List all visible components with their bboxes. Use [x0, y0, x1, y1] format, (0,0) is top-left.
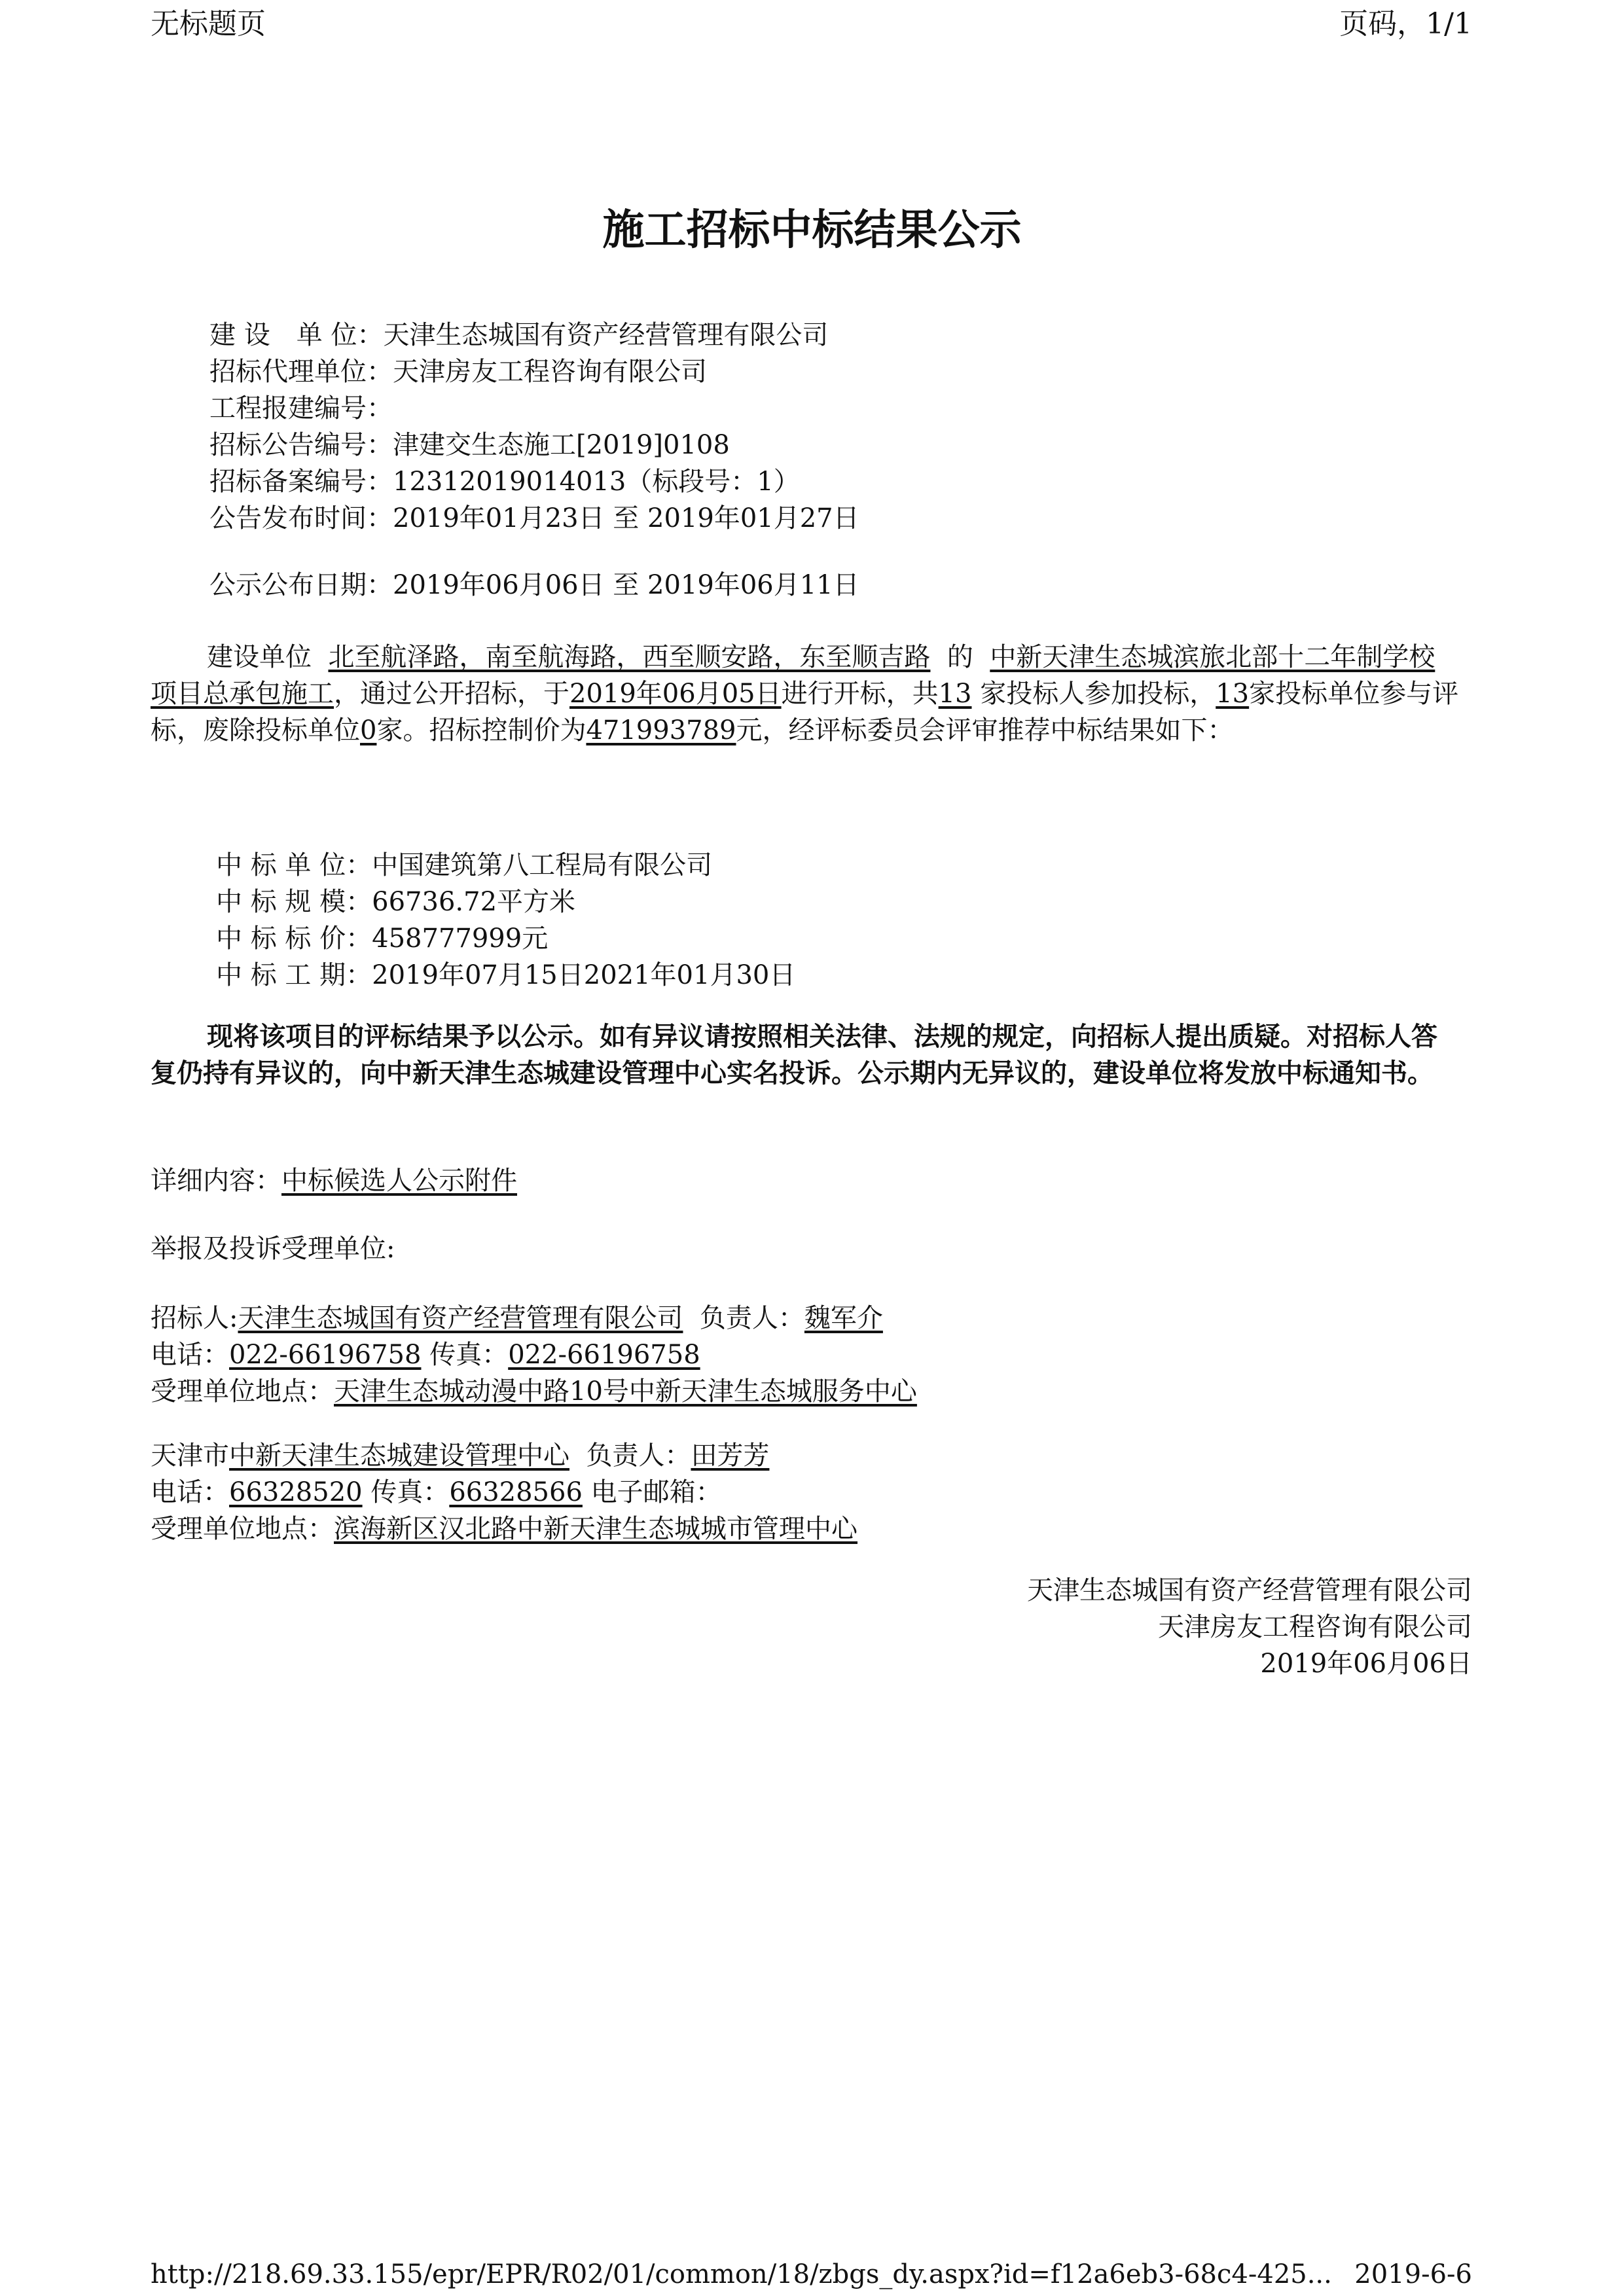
control-price: 471993789 — [586, 715, 736, 745]
authority-row — [151, 1437, 857, 1474]
signature-org-1: 天津生态城国有资产经营管理有限公司 — [1027, 1575, 1472, 1605]
info-label: 招标备案编号： — [209, 467, 393, 497]
result-value: 458777999元 — [372, 924, 549, 954]
info-label: 公告发布时间： — [209, 503, 393, 533]
text: 元，经评标委员会评审推荐中标结果如下： — [736, 715, 1234, 745]
result-value: 66736.72平方米 — [372, 887, 576, 917]
info-label: 招标公告编号： — [209, 430, 393, 460]
project-name: 中新天津生态城滨旅北部十二年制学校项目总承包施工 — [151, 642, 1435, 709]
email-label: 电子邮箱： — [590, 1477, 722, 1507]
person-label: 负责人： — [586, 1441, 691, 1471]
phone-label: 电话： — [151, 1477, 229, 1507]
detail-row — [151, 1162, 517, 1199]
header-page-title: 无标题页 — [151, 7, 266, 41]
tenderer-person: 魏军介 — [804, 1303, 883, 1333]
open-date: 2019年06月05日 — [569, 679, 782, 709]
result-row-price — [216, 920, 795, 957]
project-location: 北至航泽路，南至航海路，西至顺安路，东至顺吉路 — [328, 642, 931, 672]
publish-label: 公示公布日期： — [209, 570, 393, 600]
publish-value: 2019年06月06日 至 2019年06月11日 — [393, 570, 859, 600]
info-label: 工程报建编号： — [209, 393, 393, 423]
info-row-record-code — [209, 463, 859, 500]
complaint-title: 举报及投诉受理单位: — [151, 1234, 395, 1264]
fax-label: 传真： — [429, 1340, 509, 1370]
info-row-builder — [209, 317, 859, 353]
result-paragraph — [151, 639, 1460, 749]
tenderer-phone-row — [151, 1336, 917, 1373]
info-value: 天津房友工程咨询有限公司 — [393, 357, 707, 387]
result-label: 中 标 标 价： — [216, 924, 372, 954]
result-label: 中 标 规 模： — [216, 887, 372, 917]
result-row-winner — [216, 847, 795, 884]
info-row-project-code — [209, 390, 859, 427]
signature-org-2: 天津房友工程咨询有限公司 — [1158, 1612, 1472, 1642]
result-label: 中 标 工 期： — [216, 960, 372, 990]
info-block — [209, 317, 859, 537]
authority-address: 滨海新区汉北路中新天津生态城城市管理中心 — [334, 1514, 857, 1544]
tenderer-address: 天津生态城动漫中路10号中新天津生态城服务中心 — [334, 1376, 917, 1407]
bidder-count: 13 — [938, 679, 972, 709]
address-label: 受理单位地点： — [151, 1514, 334, 1544]
authority-contact — [151, 1437, 857, 1547]
document-title: 施工招标中标结果公示 — [602, 206, 1022, 255]
text: 家投标单位参与评标，废除投标单位 — [151, 679, 1459, 745]
result-block — [216, 847, 795, 994]
text: 家。招标控制价为 — [376, 715, 586, 745]
info-row-notice-code — [209, 427, 859, 463]
abolished-count: 0 — [360, 715, 377, 745]
info-label: 招标代理单位： — [209, 357, 393, 387]
result-value: 中国建筑第八工程局有限公司 — [372, 850, 713, 880]
tenderer-row — [151, 1300, 917, 1336]
tenderer-contact — [151, 1300, 917, 1410]
text: 建设单位 — [207, 642, 312, 672]
authority-phone-row — [151, 1474, 857, 1511]
tenderer-phone: 022-66196758 — [229, 1340, 422, 1370]
tenderer-fax: 022-66196758 — [508, 1340, 700, 1370]
text: 家投标人参加投标， — [980, 679, 1216, 709]
result-row-duration — [216, 957, 795, 994]
result-row-scale — [216, 884, 795, 920]
info-value: 天津生态城国有资产经营管理有限公司 — [383, 320, 829, 350]
publish-date-row — [209, 567, 859, 603]
authority-phone: 66328520 — [229, 1477, 363, 1507]
text: 的 — [947, 642, 973, 672]
info-value: 12312019014013（标段号：1） — [393, 467, 800, 497]
fax-label: 传真： — [370, 1477, 450, 1507]
attachment-link[interactable]: 中标候选人公示附件 — [281, 1166, 517, 1196]
info-value: 津建交生态施工[2019]0108 — [393, 430, 730, 460]
footer-url: http://218.69.33.155/epr/EPR/R02/01/common/18/zbgs_dy.aspx?id=f12a6eb3-68c4-425... — [151, 2259, 1332, 2289]
evaluated-count: 13 — [1216, 679, 1250, 709]
header-page-number: 页码，1/1 — [1339, 7, 1472, 41]
signature-block — [1027, 1572, 1472, 1682]
person-label: 负责人： — [699, 1303, 804, 1333]
info-row-notice-period — [209, 500, 859, 537]
detail-label: 详细内容： — [151, 1166, 281, 1196]
address-label: 受理单位地点： — [151, 1376, 334, 1407]
authority-name: 中新天津生态城建设管理中心 — [229, 1441, 569, 1471]
authority-fax: 66328566 — [449, 1477, 583, 1507]
text: ，通过公开招标，于 — [334, 679, 569, 709]
info-label: 建 设 单 位： — [209, 320, 384, 350]
notice-paragraph: 现将该项目的评标结果予以公示。如有异议请按照相关法律、法规的规定，向招标人提出质疑。对招标人答复仍持有异议的，向中新天津生态城建设管理中心实名投诉。公示期内无异议的，建设单位将发放中标通知书。 — [151, 1021, 1437, 1088]
result-value: 2019年07月15日2021年01月30日 — [372, 960, 796, 990]
tenderer-name: 天津生态城国有资产经营管理有限公司 — [238, 1303, 683, 1333]
text: 进行开标，共 — [781, 679, 939, 709]
signature-date: 2019年06月06日 — [1260, 1649, 1472, 1679]
phone-label: 电话： — [151, 1340, 229, 1370]
authority-prefix: 天津市 — [151, 1441, 229, 1471]
info-row-agent — [209, 353, 859, 390]
tenderer-address-row — [151, 1373, 917, 1410]
info-value: 2019年01月23日 至 2019年01月27日 — [393, 503, 859, 533]
tenderer-label: 招标人: — [151, 1303, 238, 1333]
authority-address-row — [151, 1511, 857, 1547]
result-label: 中 标 单 位： — [216, 850, 372, 880]
authority-person: 田芳芳 — [691, 1441, 770, 1471]
footer-date: 2019-6-6 — [1354, 2259, 1472, 2289]
